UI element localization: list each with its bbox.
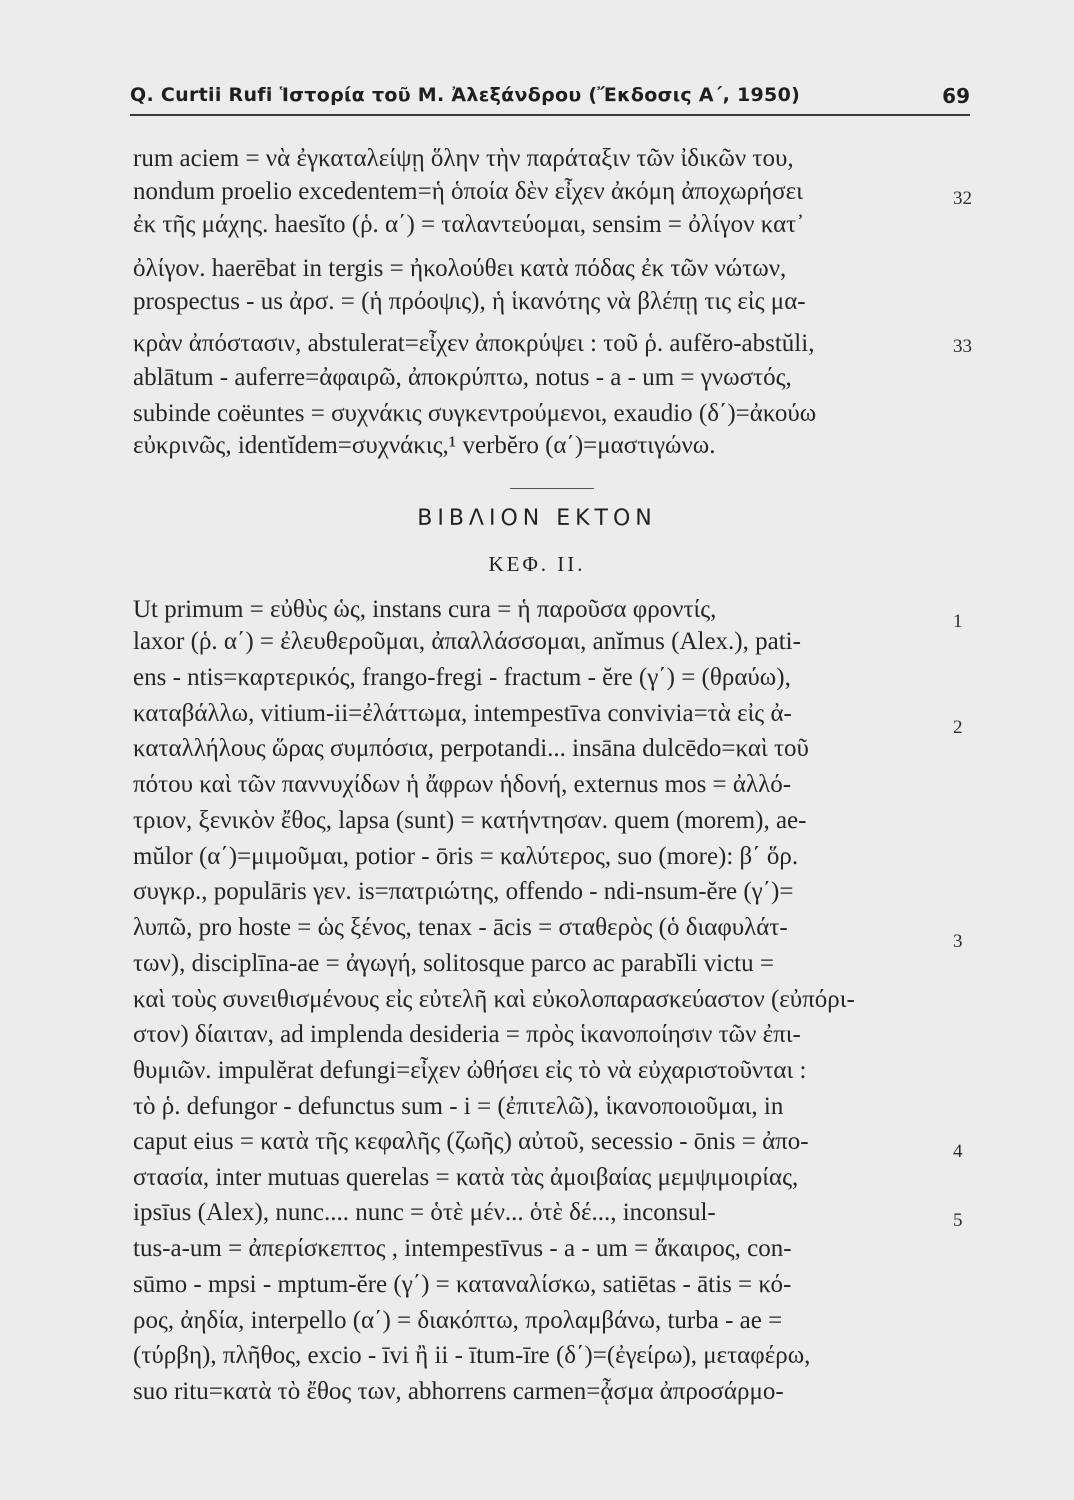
text-line: ipsīus (Alex), nunc.... nunc = ὁτὲ μέν... ὁτὲ δέ..., inconsul-	[133, 1199, 716, 1226]
text-line: στασία, inter mutuas querelas = κατὰ τὰς ἀμοιβαίας μεμψιμοιρίας,	[133, 1164, 799, 1191]
text-line: συγκρ., populāris γεν. is=πατριώτης, offendo - ndi-nsum-ĕre (γ΄)=	[133, 878, 794, 905]
chapter-title: ΚΕΦ. II.	[488, 552, 586, 576]
margin-section-number: 33	[953, 336, 972, 357]
margin-section-number: 2	[953, 717, 963, 738]
text-line: ὀλίγον. haerēbat in tergis = ἠκολούθει κατὰ πόδας ἐκ τῶν νώτων,	[133, 255, 787, 282]
book-title: ΒΙΒΛΙΟΝ ΕΚΤΟΝ	[417, 506, 657, 531]
text-line: ens - ntis=καρτερικός, frango-fregi - fractum - ĕre (γ΄) = (θραύω),	[133, 664, 791, 691]
section-divider	[510, 488, 594, 489]
text-line: mŭlor (α΄)=μιμοῦμαι, potior - ōris = καλύτερος, suo (more): β΄ ὅρ.	[133, 843, 799, 870]
text-line: suo ritu=κατὰ τὸ ἔθος των, abhorrens carmen=ᾆσμα ἀπροσάρμο-	[133, 1378, 784, 1405]
text-line: prospectus - us ἀρσ. = (ἡ πρόοψις), ἡ ἱκανότης νὰ βλέπῃ τις εἰς μα-	[133, 288, 806, 315]
margin-section-number: 1	[953, 611, 963, 632]
text-line: λυπῶ, pro hoste = ὡς ξένος, tenax - ācis = σταθερὸς (ὁ διαφυλάτ-	[133, 914, 788, 941]
text-line: subinde coëuntes = συχνάκις συγκεντρούμενοι, exaudio (δ΄)=ἀκούω	[133, 400, 817, 427]
text-line: θυμιῶν. impulĕrat defungi=εἶχεν ὠθήσει εἰς τὸ νὰ εὐχαριστοῦνται :	[133, 1057, 807, 1084]
text-line: των), disciplīna-ae = ἀγωγή, solitosque parco ac parabĭli victu =	[133, 950, 774, 977]
text-line: sūmo - mpsi - mptum-ĕre (γ΄) = καταναλίσκω, satiētas - ātis = κό-	[133, 1271, 792, 1298]
text-line: rum aciem = νὰ ἐγκαταλείψῃ ὅλην τὴν παράταξιν τῶν ἰδικῶν του,	[133, 145, 794, 172]
text-line: κρὰν ἀπόστασιν, abstulerat=εἶχεν ἀποκρύψει : τοῦ ῥ. aufĕro-abstŭli,	[133, 330, 815, 357]
text-line: πότου καὶ τῶν παννυχίδων ἡ ἄφρων ἡδονή, externus mos = ἀλλό-	[133, 771, 792, 798]
margin-section-number: 5	[953, 1210, 963, 1231]
text-line: καὶ τοὺς συνειθισμένους εἰς εὐτελῆ καὶ εὐκολοπαρασκεύαστον (εὐπόρι-	[133, 986, 855, 1013]
margin-section-number: 3	[953, 931, 963, 952]
text-line: ablātum - auferre=ἀφαιρῶ, ἀποκρύπτω, notus - a - um = γνωστός,	[133, 364, 792, 391]
header-rule	[130, 114, 970, 116]
margin-section-number: 32	[953, 188, 972, 209]
text-line: στον) δίαιταν, ad implenda desideria = πρὸς ἱκανοποίησιν τῶν ἐπι-	[133, 1021, 801, 1048]
text-line: τὸ ῥ. defungor - defunctus sum - i = (ἐπιτελῶ), ἱκανοποιοῦμαι, in	[133, 1093, 784, 1120]
text-line: nondum proelio excedentem=ἡ ὁποία δὲν εἶχεν ἀκόμη ἀποχωρήσει	[133, 178, 803, 205]
text-line: τριον, ξενικὸν ἔθος, lapsa (sunt) = κατήντησαν. quem (morem), ae-	[133, 807, 807, 834]
text-line: tus-a-um = ἀπερίσκεπτος , intempestīvus - a - um = ἄκαιρος, con-	[133, 1235, 792, 1262]
text-line: καταβάλλω, vitium-ii=ἐλάττωμα, intempestīva convivia=τὰ εἰς ἀ-	[133, 700, 792, 727]
text-line: καταλλήλους ὥρας συμπόσια, perpotandi... insāna dulcēdo=καὶ τοῦ	[133, 735, 809, 762]
text-line: ἐκ τῆς μάχης. haesĭto (ῥ. α΄) = ταλαντεύομαι, sensim = ὀλίγον κατ᾽	[133, 211, 805, 238]
margin-section-number: 4	[953, 1141, 963, 1162]
header-title: Q. Curtii Rufi Ἱστορία τοῦ Μ. Ἀλεξάνδρου (Ἔκδοσις Α΄, 1950)	[130, 84, 801, 106]
text-line: ρος, ἀηδία, interpello (α΄) = διακόπτω, προλαμβάνω, turba - ae =	[133, 1307, 783, 1334]
text-line: Ut primum = εὐθὺς ὡς, instans cura = ἡ παροῦσα φροντίς,	[133, 596, 717, 623]
text-line: laxor (ῥ. α΄) = ἐλευθεροῦμαι, ἀπαλλάσσομαι, anĭmus (Alex.), pati-	[133, 628, 801, 655]
running-header	[130, 84, 970, 120]
text-line: caput eius = κατὰ τῆς κεφαλῆς (ζωῆς) αὐτοῦ, secessio - ōnis = ἀπο-	[133, 1128, 809, 1155]
text-line: (τύρβη), πλῆθος, excio - īvi ἢ ii - ītum-īre (δ΄)=(ἐγείρω), μεταφέρω,	[133, 1342, 811, 1369]
page-number: 69	[942, 84, 970, 108]
text-line: εὐκρινῶς, identĭdem=συχνάκις,¹ verbĕro (α΄)=μαστιγώνω.	[133, 432, 716, 459]
